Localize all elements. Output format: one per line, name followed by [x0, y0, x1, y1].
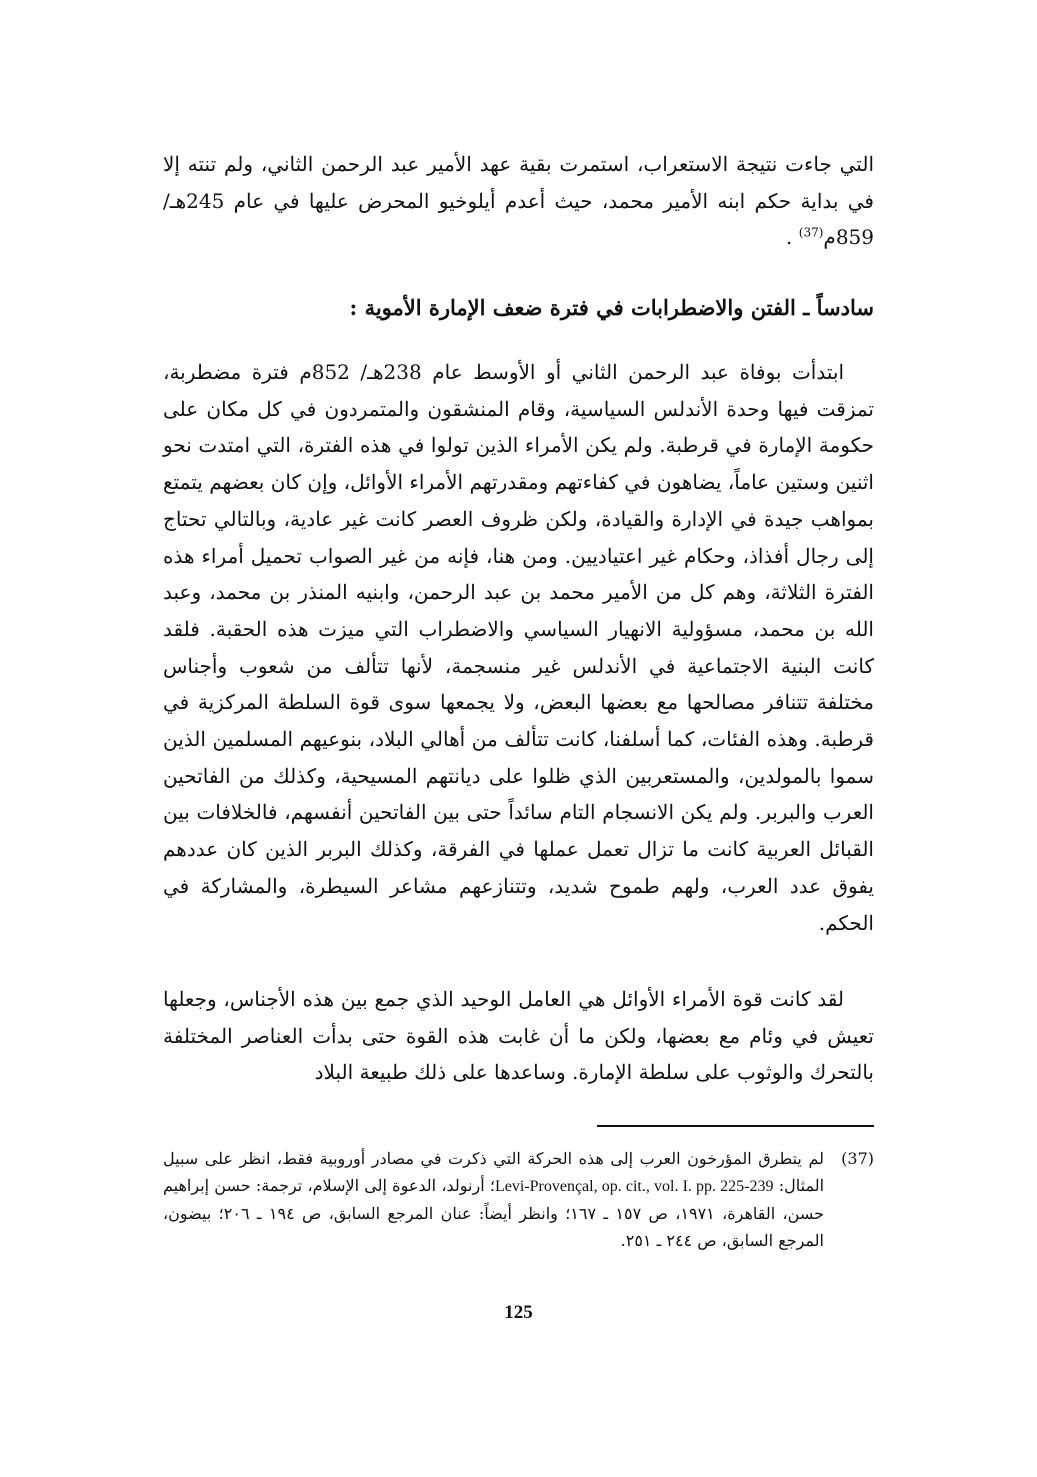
paragraph-final: لقد كانت قوة الأمراء الأوائل هي العامل الوحيد الذي جمع بين هذه الأجناس، وجعلها تعيش في وئام مع بعضها، ولكن ما أن غابت هذه القوة حتى بدأت العناصر المختلفة بالتحرك والوثوب على سلطة الإمارة. وساعدها على ذلك طبيعة البلاد [163, 987, 874, 1085]
paragraph-continuation [163, 146, 874, 256]
paragraph-main: ابتدأت بوفاة عبد الرحمن الثاني أو الأوسط عام 238هـ/ 852م فترة مضطربة، تمزقت فيها وحدة الأندلس السياسية، وقام المنشقون والمتمردون في كل مكان على حكومة الإمارة في قرطبة. ولم يكن الأمراء الذين تولوا في هذه الفترة، التي امتدت نحو اثنين وستين عاماً، يضاهون في كفاءتهم ومقدرتهم الأمراء الأوائل، وإن كان بعضهم يتمتع بمواهب جيدة في الإدارة والقيادة، ولكن ظروف العصر كانت غير عادية، وبالتالي تحتاج إلى رجال أفذاذ، وحكام غير اعتياديين. ومن هنا، فإنه من غير الصواب تحميل أمراء هذه الفترة الثلاثة، وهم كل من الأمير محمد بن عبد الرحمن، وابنيه المنذر بن محمد، وعبد الله بن محمد، مسؤولية الانهيار السياسي والاضطراب التي ميزت هذه الحقبة. فلقد كانت البنية الاجتماعية في الأندلس غير منسجمة، لأنها تتألف من شعوب وأجناس مختلفة تتنافر مصالحها مع بعضها البعض، ولا يجمعها سوى قوة السلطة المركزية في قرطبة. وهذه الفئات، كما أسلفنا، كانت تتألف من أهالي البلاد، بنوعيهم المسلمين الذين سموا بالمولدين، والمستعربين الذي ظلوا على ديانتهم المسيحية، وكذلك من الفاتحين العرب والبربر. ولم يكن الانسجام التام سائداً حتى بين الفاتحين أنفسهم، فالخلافات بين القبائل العربية كانت ما تزال تعمل عملها في الفرقة، وكذلك البربر الذين كان عددهم يفوق عدد العرب، ولهم طموح شديد، وتتنازعهم مشاعر السيطرة، والمشاركة في الحكم. [163, 360, 874, 935]
footnote-text-after: ؛ أرنولد، الدعوة إلى الإسلام، ترجمة: حسن إبراهيم حسن، القاهرة، ١٩٧١، ص ١٥٧ ـ ١٦٧؛ وانظر أيضاً: عنان المرجع السابق، ص ١٩٤ ـ ٢٠٦؛ بيضون، المرجع السابق، ص ٢٤٤ ـ ٢٥١. [163, 1176, 825, 1250]
footnote-reference: (37) [798, 225, 824, 240]
page-number: 125 [504, 1302, 533, 1323]
footnote [163, 1145, 874, 1254]
paragraph-1-text: التي جاءت نتيجة الاستعراب، استمرت بقية عهد الأمير عبد الرحمن الثاني، ولم تنته إلا في بداية حكم ابنه الأمير محمد، حيث أعدم أيلوخيو المحرض عليها في عام 245هـ/ 859م [163, 152, 874, 250]
footnote-number: (37) [841, 1149, 874, 1168]
footnote-text [163, 1145, 824, 1254]
section-heading: سادساً ـ الفتن والاضطرابات في فترة ضعف الإمارة الأموية : [349, 295, 874, 320]
footnote-latin-reference: Levi-Provençal, op. cit., vol. I. pp. 225-239 [494, 1178, 774, 1195]
footnote-divider [597, 1125, 874, 1127]
footnote-text-before: لم يتطرق المؤرخون العرب إلى هذه الحركة التي ذكرت في مصادر أوروبية فقط، انظر على سبيل المثال: [163, 1149, 825, 1195]
paragraph-1-end: . [786, 225, 799, 250]
